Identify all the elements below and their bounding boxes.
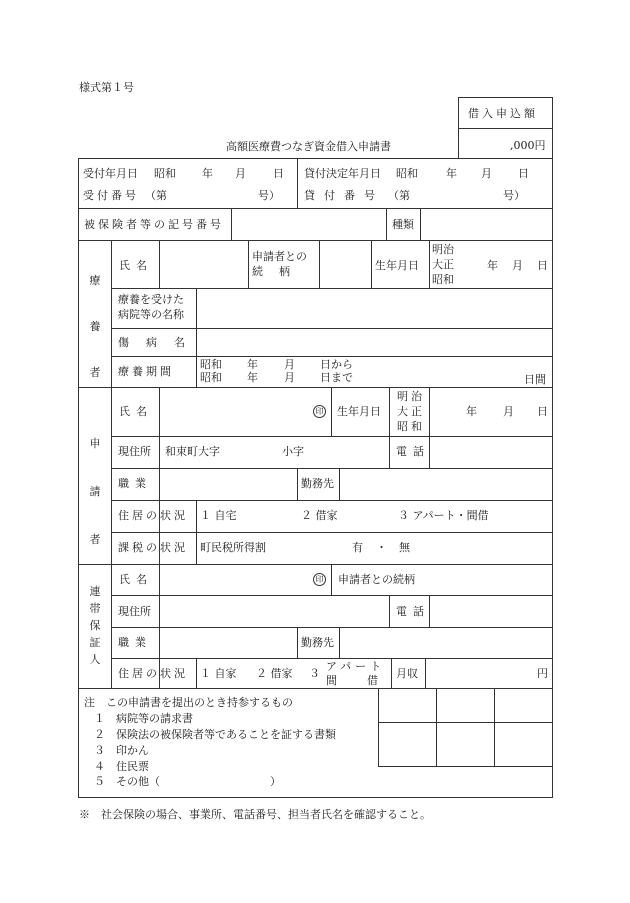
- guarantor-housing-label: 住居の状況: [118, 667, 188, 680]
- guarantor-income-label: 月収: [396, 667, 418, 680]
- applicant-housing-2: ２ 借家: [301, 509, 338, 522]
- period-days: 日間: [524, 373, 546, 386]
- patient-era-1: 明治: [432, 243, 454, 256]
- patient-relation-label-1: 申請者との: [252, 250, 307, 263]
- patient-name-label: 氏名: [119, 259, 153, 272]
- patient-section-label: 療養者: [89, 274, 101, 379]
- reception-day: 日: [273, 167, 284, 180]
- notes-item: １ 病院等の請求書: [94, 712, 193, 725]
- patient-era-3: 昭和: [432, 273, 454, 286]
- applicant-address-label: 現住所: [118, 445, 151, 458]
- applicant-tax-yes: 有: [352, 541, 363, 554]
- period-era-from: 昭和: [200, 358, 222, 371]
- period-label: 療養期間: [118, 365, 174, 378]
- applicant-era-1: 明治: [397, 390, 425, 403]
- applicant-housing-label: 住居の状況: [118, 509, 188, 522]
- form-number: 様式第１号: [79, 81, 134, 94]
- period-year-from: 年: [247, 358, 258, 371]
- applicant-month: 月: [503, 405, 514, 418]
- applicant-job-label: 職業: [118, 477, 152, 490]
- period-month-to: 月: [284, 371, 295, 384]
- patient-birth-label: 生年月日: [375, 259, 419, 272]
- decision-day: 日: [518, 167, 529, 180]
- decision-number-close: 号）: [503, 189, 525, 202]
- applicant-tax-no: 無: [399, 541, 410, 554]
- guarantor-workplace-label: 勤務先: [301, 636, 334, 649]
- reception-era: 昭和: [154, 167, 176, 180]
- guarantor-income-unit: 円: [537, 667, 548, 680]
- notes-item: ２ 保険法の被保険者等であることを証する書類: [94, 728, 336, 741]
- applicant-era-3: 昭和: [397, 420, 425, 433]
- guarantor-address-label: 現住所: [118, 605, 151, 618]
- decision-month: 月: [481, 167, 492, 180]
- reception-number-close: 号）: [258, 189, 280, 202]
- patient-era-2: 大正: [432, 258, 454, 271]
- guarantor-section-label: 連帯保証人: [89, 585, 101, 666]
- patient-relation-label-2: 続柄: [252, 265, 306, 278]
- reception-month: 月: [235, 167, 246, 180]
- period-year-to: 年: [247, 371, 258, 384]
- hospital-label-1: 療養を受けた: [118, 293, 184, 306]
- insured-id-label: 被保険者等の記号番号: [84, 218, 224, 231]
- reception-date-label: 受付年月日: [83, 167, 138, 180]
- patient-day: 日: [537, 259, 548, 272]
- reception-number-label: 受付番号: [83, 189, 139, 202]
- period-to: 日まで: [320, 371, 353, 384]
- applicant-address-value: 和束町大字: [165, 445, 220, 458]
- applicant-tax-value: 町民税所得割: [200, 541, 266, 554]
- notes-item: ４ 住民票: [94, 760, 149, 773]
- notes-heading: 注 この申請書を提出のとき持参するもの: [84, 696, 293, 709]
- guarantor-housing-3-num: ３: [309, 667, 320, 680]
- applicant-section-label: 申請者: [89, 437, 101, 546]
- guarantor-housing-2: ２ 借家: [256, 667, 293, 680]
- period-month-from: 月: [284, 358, 295, 371]
- applicant-housing-3: ３ アパート・間借: [398, 509, 489, 522]
- period-from: 日から: [320, 358, 353, 371]
- applicant-housing-1: １ 自宅: [200, 509, 237, 522]
- applicant-address-small: 小字: [282, 445, 304, 458]
- guarantor-name-label: 氏名: [119, 573, 153, 586]
- guarantor-job-label: 職業: [118, 636, 152, 649]
- guarantor-phone-label: 電話: [396, 605, 430, 618]
- applicant-phone-label: 電話: [396, 445, 430, 458]
- reception-number-open: （第: [145, 189, 167, 202]
- notes-item: ５ その他（ ）: [94, 775, 281, 788]
- form-title: 高額医療費つなぎ資金借入申請書: [226, 140, 391, 153]
- decision-number-label: 貸付番号: [304, 189, 384, 202]
- applicant-tax-dot: ・: [376, 541, 387, 554]
- decision-era: 昭和: [396, 167, 418, 180]
- applicant-year: 年: [466, 405, 477, 418]
- guarantor-housing-3-bottom: 間借: [326, 674, 408, 687]
- guarantor-relation-label: 申請者との続柄: [338, 573, 415, 586]
- guarantor-housing-3-top: アパート: [326, 660, 386, 673]
- disease-label: 傷病名: [118, 336, 202, 349]
- applicant-era-2: 大正: [397, 405, 425, 418]
- reception-year: 年: [202, 167, 213, 180]
- loan-amount-unit: ,000円: [510, 139, 546, 152]
- applicant-workplace-label: 勤務先: [301, 477, 334, 490]
- decision-date-label: 貸付決定年月日: [304, 167, 381, 180]
- decision-number-open: （第: [388, 189, 410, 202]
- guarantor-housing-1: １ 自家: [200, 667, 237, 680]
- hospital-label-2: 病院等の名称: [118, 308, 184, 321]
- notes-item: ３ 印かん: [94, 744, 149, 757]
- guarantor-seal-icon: 印: [313, 573, 326, 586]
- decision-year: 年: [446, 167, 457, 180]
- patient-month: 月: [512, 259, 523, 272]
- period-era-to: 昭和: [200, 371, 222, 384]
- patient-year: 年: [487, 259, 498, 272]
- applicant-birth-label: 生年月日: [337, 405, 381, 418]
- applicant-tax-label: 課税の状況: [118, 541, 188, 554]
- applicant-seal-icon: 印: [313, 405, 326, 418]
- applicant-name-label: 氏名: [119, 405, 153, 418]
- loan-amount-label: 借入申込額: [468, 107, 538, 120]
- applicant-day: 日: [537, 405, 548, 418]
- type-label: 種類: [392, 218, 414, 231]
- footer-note: ※ 社会保険の場合、事業所、電話番号、担当者氏名を確認すること。: [79, 808, 431, 821]
